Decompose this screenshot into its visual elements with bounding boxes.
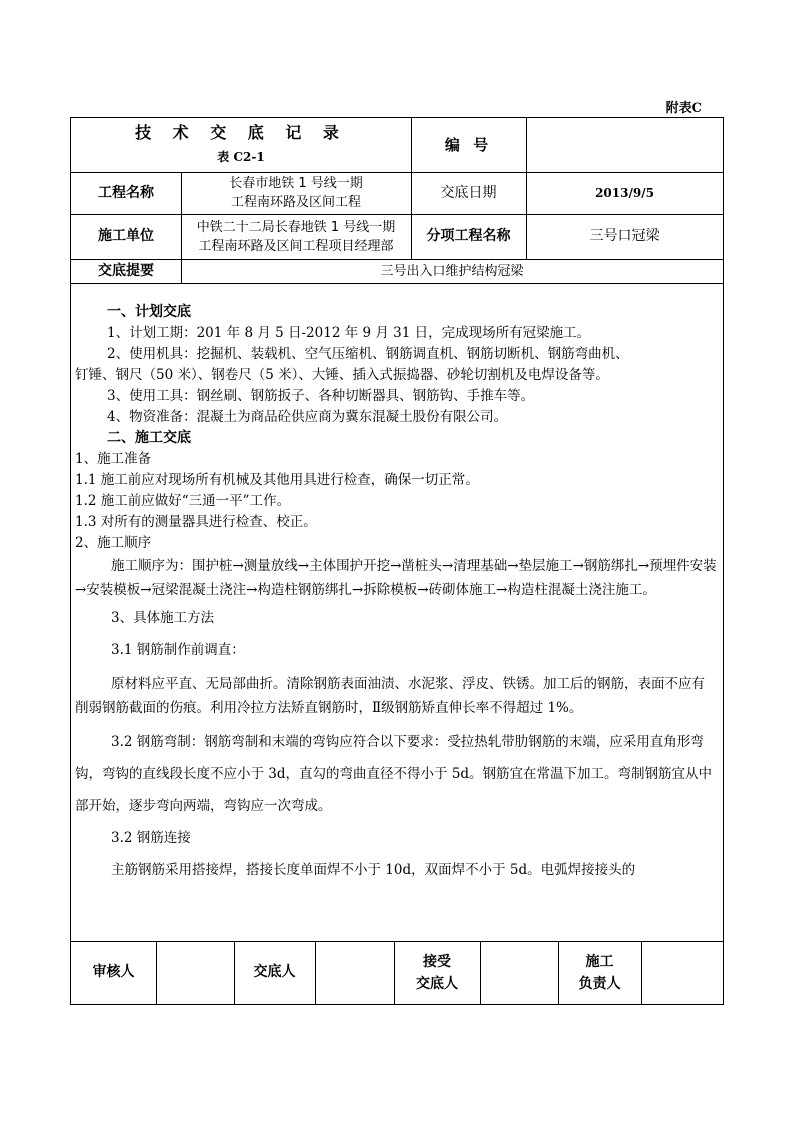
paragraph: 施工顺序为：围护桩→测量放线→主体围护开挖→凿桩头→清理基础→垫层施工→钢筋绑扎→预埋件安装→安装模板→冠梁混凝土浇注→构造柱钢筋绑扎→拆除模板→砖砌体施工→构造柱混凝土浇注施工。: [75, 558, 717, 598]
form-title: 技 术 交 底 记 录: [135, 123, 347, 142]
leader-label: 施工 负责人: [578, 953, 621, 992]
project-name-label: 工程名称: [98, 184, 154, 201]
paragraph: 3、具体施工方法: [111, 610, 215, 626]
receiver-signature-field[interactable]: [480, 941, 558, 1004]
date-label: 交底日期: [440, 184, 497, 201]
number-label: 编 号: [444, 135, 493, 154]
disclosure-content: [75, 302, 717, 940]
paragraph: 1.1 施工前应对现场所有机械及其他用具进行检查，确保一切正常。: [75, 472, 479, 488]
disclosure-form: [70, 117, 724, 1005]
paragraph: 2、施工顺序: [75, 535, 152, 551]
summary-label: 交底提要: [98, 262, 154, 279]
discloser-label: 交底人: [253, 964, 296, 980]
form-title-block: [71, 118, 411, 172]
paragraph: 1.3 对所有的测量器具进行检查、校正。: [75, 514, 317, 530]
paragraph: 3、使用工具：钢丝刷、钢筋扳子、各种切断器具、钢筋钩、手推车等。: [107, 388, 535, 404]
summary-value: 三号出入口维护结构冠梁: [380, 263, 524, 279]
date-value: 2013/9/5: [595, 185, 654, 200]
project-name-value: 长春市地铁 1 号线一期 工程南环路及区间工程: [229, 176, 363, 210]
paragraph: 1、施工准备: [75, 451, 152, 467]
paragraph: 原材料应平直、无局部曲折。清除钢筋表面油渍、水泥浆、浮皮、铁锈。加工后的钢筋，表面不应有削弱钢筋截面的伤痕。利用冷拉方法矫直钢筋时，Ⅱ级钢筋矫直伸长率不得超过 1%。: [75, 676, 705, 716]
receiver-label: 接受 交底人: [416, 953, 458, 992]
row-divider: [71, 283, 723, 284]
paragraph: 主筋钢筋采用搭接焊，搭接长度单面焊不小于 10d，双面焊不小于 5d。电弧焊接接头的: [111, 862, 636, 878]
paragraph: 钉锤、钢尺（50 米）、钢卷尺（5 米）、大锤、插入式振捣器、砂轮切割机及电焊设备等。: [75, 367, 609, 383]
paragraph: 3.2 钢筋连接: [111, 830, 191, 846]
leader-signature-field[interactable]: [641, 941, 723, 1004]
paragraph: 4、物资准备：混凝土为商品砼供应商为冀东混凝土股份有限公司。: [107, 409, 508, 425]
paragraph: 2、使用机具：挖掘机、装载机、空气压缩机、钢筋调直机、钢筋切断机、钢筋弯曲机、: [107, 346, 629, 362]
reviewer-label: 审核人: [92, 964, 135, 980]
section-plan-heading: 一、计划交底: [107, 304, 191, 320]
paragraph: 1、计划工期：201 年 8 月 5 日-2012 年 9 月 31 日，完成现场所有冠梁施工。: [107, 325, 591, 341]
construction-unit-value: 中铁二十二局长春地铁 1 号线一期 工程南环路及区间工程项目经理部: [196, 219, 396, 254]
reviewer-signature-field[interactable]: [156, 941, 234, 1004]
paragraph: 3.1 钢筋制作前调直：: [111, 642, 245, 658]
paragraph: 1.2 施工前应做好“三通一平”工作。: [75, 493, 291, 509]
number-field[interactable]: [526, 118, 723, 172]
construction-unit-label: 施工单位: [98, 228, 154, 244]
sub-project-value: 三号口冠梁: [589, 228, 660, 244]
discloser-signature-field[interactable]: [315, 941, 394, 1004]
sub-project-label: 分项工程名称: [426, 228, 511, 244]
section-construction-heading: 二、施工交底: [107, 430, 191, 446]
appendix-label: 附表C: [665, 101, 702, 116]
paragraph: 3.2 钢筋弯制：钢筋弯制和末端的弯钩应符合以下要求：受拉热轧带肋钢筋的末端，应采用直角形弯钩，弯钩的直线段长度不应小于 3d，直勾的弯曲直径不得小于 5d。钢筋宜在常温下加工。弯制钢筋宜从中部开始，逐步弯向两端，弯钩应一次弯成。: [75, 734, 713, 814]
form-code: 表 C2-1: [217, 150, 265, 164]
